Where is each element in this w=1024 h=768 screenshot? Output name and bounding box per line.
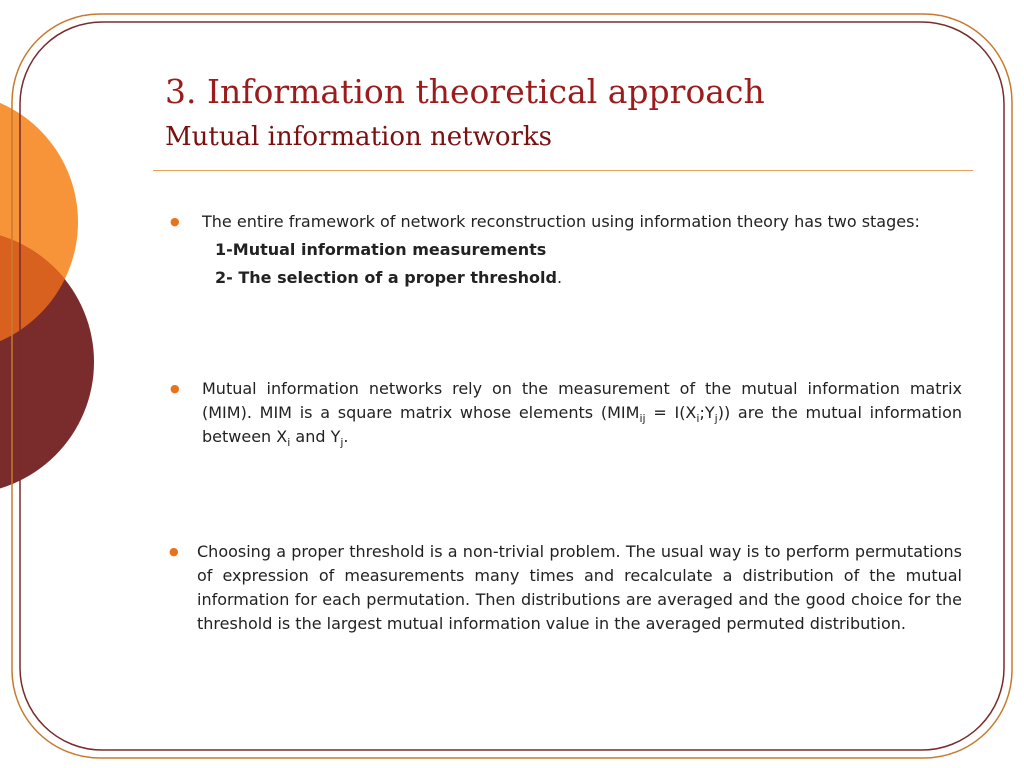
bullet-text: Choosing a proper threshold is a non-trivial problem. The usual way is to perform permutations of expression of measurements many times and recalculate a distribution of the mutual information for each permutation. Then distributions are averaged and the good choice for the threshold is the largest mutual information value in the averaged permuted distribution. [197,542,962,633]
mim-text-3: ;Y [699,403,715,422]
mim-text-2: = I(X [645,403,697,422]
bullet-framework-stages [170,210,962,290]
stage-2-text [215,266,962,290]
mim-text-5: and Y [290,427,341,446]
mim-text-4: )) are the mutual information between X [202,403,963,446]
mim-sub-yj: j [340,436,344,450]
bullet-dot-icon: ● [170,382,180,395]
bullet-text: The entire framework of network reconstruction using information theory has two stages: [202,212,920,231]
mim-text-6: . [343,427,349,446]
bullet-dot-icon: ● [170,215,180,228]
bullet-mim-definition [170,377,963,450]
stage-2-label: 2- The selection of a proper threshold [215,268,557,287]
mim-sub-j: j [714,412,718,426]
mim-text-1: Mutual information networks rely on the measurement of the mutual information matrix (MIM). MIM is a square matrix whose elements (MIM [202,379,962,422]
stage-1-label: 1-Mutual information measurements [215,240,547,259]
stage-1-text [215,238,962,262]
stage-2-period: . [556,268,563,287]
slide-title: 3. Information theoretical approach [165,72,765,111]
bullet-threshold-choice [169,540,962,636]
title-divider [153,170,973,171]
slide-subtitle: Mutual information networks [165,122,553,152]
mim-sub-ij: ij [639,412,646,426]
mim-sub-xi: i [287,436,291,450]
bullet-dot-icon: ● [169,545,179,558]
mim-sub-i: i [696,412,700,426]
